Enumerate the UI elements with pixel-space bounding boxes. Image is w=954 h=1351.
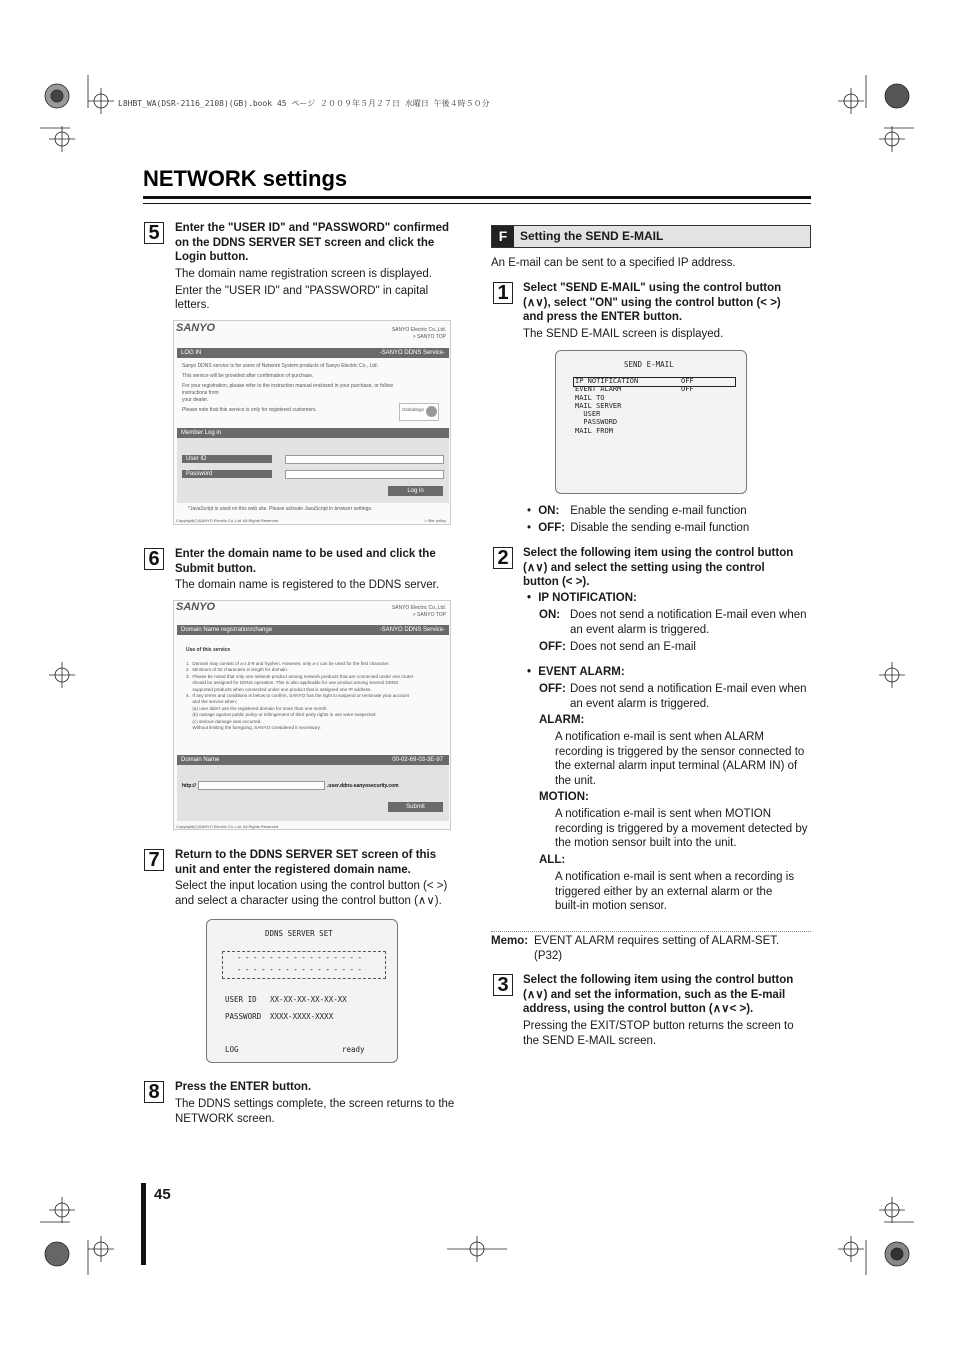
all-text: [555, 870, 815, 914]
note-line: your dealer.: [182, 397, 209, 403]
osd-row-mail-server[interactable]: MAIL SERVER: [575, 401, 622, 410]
memo-text: [534, 934, 779, 963]
step-6-heading-line: Submit button.: [175, 562, 257, 575]
password-value: XXXX-XXXX-XXXX: [270, 1012, 334, 1021]
step-1-heading: [523, 281, 813, 325]
ddns-login-screenshot: [173, 320, 451, 525]
step-8-body-line: The DDNS settings complete, the screen returns to the: [175, 1098, 455, 1110]
osd-row-mail-from[interactable]: MAIL FROM: [575, 426, 613, 435]
sanyo-top-link[interactable]: > SANYO TOP: [412, 612, 446, 618]
step-8-body-line: NETWORK screen.: [175, 1112, 275, 1125]
send-email-osd: [555, 350, 747, 494]
alarm-line: the unit.: [555, 774, 596, 787]
step-8-heading: Press the ENTER button.: [175, 1081, 312, 1093]
ip-on-line: an event alarm is triggered.: [570, 623, 710, 636]
bullet-off: • OFF: Disable the sending e-mail function: [527, 522, 750, 534]
password-label: Password: [182, 470, 272, 478]
osd-title: SEND E-MAIL: [624, 360, 674, 369]
bullet-text: Enable the sending e-mail function: [570, 505, 747, 517]
step-7-heading-line: unit and enter the registered domain name.: [175, 863, 411, 876]
member-login-bar: Member Log in: [177, 428, 449, 438]
step-5-heading-line: Login button.: [175, 251, 249, 263]
step-3-body-line: Pressing the EXIT/STOP button returns the screen to: [523, 1020, 794, 1032]
rule-line: (b) outrage against public policy or infringement of third party rights in use were suspected.: [186, 712, 377, 718]
step-7-heading: [175, 848, 465, 877]
osd-row-mail-to[interactable]: MAIL TO: [575, 393, 605, 402]
ip-on-text: [570, 608, 815, 637]
step-7-body-line: and select a character using the control button (∧∨).: [175, 894, 442, 907]
step-3-heading-line: address, using the control button (∧∨< >).: [523, 1003, 754, 1015]
step-5-body-line: letters.: [175, 299, 210, 311]
domain-name-label: Domain Name: [181, 757, 220, 763]
user-id-value: XX-XX-XX-XX-XX-XX: [270, 995, 347, 1004]
step-1-heading-line: Select "SEND E-MAIL" using the control button: [523, 282, 782, 294]
user-id-label: USER ID: [225, 995, 257, 1004]
log-value: ready: [342, 1045, 365, 1054]
section-intro: An E-mail can be sent to a specified IP address.: [491, 257, 736, 269]
rule-line: Without limiting the foregoing, SANYO considered it necessary.: [186, 725, 321, 731]
ip-on-key: ON:: [539, 609, 561, 621]
domain-suffix: .user.ddns-sanyosecurity.com: [327, 783, 399, 789]
osd-menu-values: [681, 377, 694, 394]
step-1-body: The SEND E-MAIL screen is displayed.: [523, 328, 724, 340]
step-3-heading: [523, 973, 813, 1017]
ev-off-text: [570, 682, 815, 711]
login-title-bar: [177, 348, 449, 358]
copyright: Copyright(C)SANYO Electric Co.,Ltd. All Rights Reserved.: [176, 824, 280, 829]
event-alarm-title: EVENT ALARM:: [538, 666, 625, 678]
alarm-line: recording is triggered by the sensor connected to: [555, 745, 805, 758]
user-id-label: User ID: [182, 455, 272, 463]
step-1-heading-line: and press the ENTER button.: [523, 311, 683, 323]
step-2-heading-line: Select the following item using the control button: [523, 547, 794, 559]
motion-line: the motion sensor built into the unit.: [555, 837, 737, 849]
ip-off-text: Does not send an E-mail: [570, 641, 696, 653]
step-6-number: 6: [144, 548, 164, 570]
login-button[interactable]: Log in: [388, 486, 443, 496]
step-3-number: 3: [493, 974, 513, 996]
step-5-number: 5: [144, 222, 164, 244]
rule-line: 2. Minimum of 32 characters in length for domain.: [186, 667, 289, 673]
copyright: Copyright(C)SANYO Electric Co.,Ltd. All Rights Reserved.: [176, 518, 280, 523]
step-1-heading-line: (∧∨), select "ON" using the control button (< >): [523, 296, 781, 309]
rule-line: 4. If any terms and conditions is below to confirm, SANYO has the right to suspend or terminate your account: [186, 693, 409, 699]
memo-line: (P32): [534, 949, 563, 962]
osd-row-user[interactable]: USER: [575, 410, 601, 419]
domain-form: [177, 765, 449, 821]
page-number: 45: [154, 1186, 171, 1203]
site-policy-link[interactable]: > Site policy: [424, 518, 446, 523]
ev-off-key: OFF:: [539, 683, 566, 695]
file-header-line: L8HBT_WA(DSR-2116_2108)(GB).book 45 ページ ２００９年５月２７日 水曜日 午後４時５０分: [118, 99, 490, 108]
all-line: triggered either by an external alarm or the: [555, 885, 773, 898]
ip-off-key: OFF:: [539, 641, 566, 653]
user-id-input[interactable]: [285, 455, 444, 464]
login-notes: [182, 363, 397, 414]
domain-entry-line-2: - - - - - - - - - - - - - - - -: [237, 965, 362, 974]
all-key: ALL:: [539, 854, 566, 866]
company-name: SANYO Electric Co.,Ltd.: [391, 327, 446, 333]
alarm-text: [555, 730, 815, 788]
motion-text: [555, 807, 815, 851]
step-5-body-line: The domain name registration screen is displayed.: [175, 268, 432, 280]
password-label: PASSWORD: [225, 1012, 262, 1021]
step-2-heading-line: (∧∨) and select the setting using the control: [523, 561, 765, 574]
bullet-text: Disable the sending e-mail function: [570, 522, 750, 534]
motion-line: A notification e-mail is sent when MOTION: [555, 808, 772, 820]
section-header: [491, 225, 811, 248]
sanyo-logo: SANYO: [176, 601, 216, 613]
ip-on-line: Does not send a notification E-mail even when: [570, 609, 807, 621]
ip-notification-bullet: • IP NOTIFICATION:: [527, 592, 637, 604]
password-input[interactable]: [285, 470, 444, 479]
domain-title-bar: [177, 625, 449, 635]
submit-button[interactable]: Submit: [388, 802, 443, 812]
ev-off-line: Does not send a notification E-mail even when: [570, 683, 807, 695]
sanyo-logo: SANYO: [176, 322, 216, 334]
globalsign-badge: [399, 403, 439, 421]
rule-line: and the service when;: [186, 699, 238, 705]
rule-line: 3. Please be noted that only one network product among network products that are connected under one router: [186, 673, 414, 679]
note-line: Please note that this service is only for registered customers.: [182, 407, 317, 413]
alarm-line: the external alarm input terminal (ALARM IN) of: [555, 760, 798, 772]
step-7-heading-line: Return to the DDNS SERVER SET screen of this: [175, 849, 437, 861]
step-5-heading-line: Enter the "USER ID" and "PASSWORD" confirmed: [175, 222, 449, 234]
domain-name-bar: [177, 755, 449, 765]
ddns-server-set-osd: [206, 919, 398, 1063]
note-line: This service will be provided after confirmation of purchase.: [182, 373, 314, 379]
note-line: For your registration, please refer to the instruction manual enclosed in your purchase, or follow instructions from: [182, 383, 393, 396]
http-prefix: http://: [182, 783, 196, 789]
title-rule-thin: [143, 203, 811, 204]
step-3-heading-line: Select the following item using the control button: [523, 974, 794, 986]
event-alarm-bullet: • EVENT ALARM:: [527, 666, 625, 678]
note-line: Sanyo DDNS service is for users of Network System products of Sanyo Electric Co., Ltd.: [182, 363, 378, 369]
motion-line: recording is triggered by a movement detected by: [555, 822, 808, 835]
use-of-service-title: Use of this service: [186, 647, 231, 653]
step-7-number: 7: [144, 849, 164, 871]
mac-address: 00-02-69-03-3E-97: [392, 757, 443, 763]
step-7-body: [175, 879, 465, 908]
service-label: -SANYO DDNS Service-: [379, 627, 445, 633]
step-2-number: 2: [493, 547, 513, 569]
step-2-heading-line: button (< >).: [523, 576, 590, 588]
ev-off-line: an event alarm is triggered.: [570, 697, 710, 710]
rule-line: should be assigned for DDNS operation. This is also applicable for use product among several DDNS: [186, 680, 399, 686]
login-bar-label: LOG IN: [181, 350, 202, 356]
osd-row-event-alarm[interactable]: EVENT ALARM: [575, 385, 622, 394]
step-5-body: [175, 267, 465, 313]
company-name: SANYO Electric Co.,Ltd.: [391, 605, 446, 611]
sanyo-top-link[interactable]: > SANYO TOP: [412, 334, 446, 340]
step-2-heading: [523, 546, 813, 590]
service-rules: [186, 661, 446, 731]
log-label: LOG: [225, 1045, 239, 1054]
step-5-heading: [175, 221, 465, 265]
memo-line: EVENT ALARM requires setting of ALARM-SET.: [534, 935, 780, 947]
step-3-body-line: the SEND E-MAIL screen.: [523, 1034, 657, 1047]
osd-row-password[interactable]: PASSWORD: [575, 418, 618, 427]
bullet-on: • ON: Enable the sending e-mail function: [527, 505, 747, 517]
service-label: -SANYO DDNS Service-: [379, 350, 445, 356]
step-5-heading-line: on the DDNS SERVER SET screen and click the: [175, 236, 435, 249]
osd-menu-labels: [575, 377, 638, 435]
rule-line: 1. Domain may consist of a-z,0-9 and hyphen. However, only a-z can be used for the first character.: [186, 661, 390, 666]
osd-title: DDNS SERVER SET: [265, 929, 333, 938]
domain-input[interactable]: [198, 781, 325, 790]
page-edge-bar: [141, 1183, 146, 1265]
section-letter: F: [492, 226, 514, 247]
step-6-heading-line: Enter the domain name to be used and click the: [175, 548, 436, 560]
step-8-number: 8: [144, 1081, 164, 1103]
rule-line: supported products when connected under one product that is assigned one IP address.: [186, 686, 372, 692]
memo-separator: [491, 931, 811, 932]
osd-value-ip-notification: OFF: [681, 377, 694, 385]
badge-label: GlobalSign: [402, 407, 425, 412]
step-1-number: 1: [493, 282, 513, 304]
title-rule-thick: [143, 196, 811, 199]
osd-row-ip-notification[interactable]: IP NOTIFICATION: [575, 377, 639, 385]
step-3-body: [523, 1019, 813, 1048]
motion-key: MOTION:: [539, 791, 589, 803]
domain-entry-line-1: - - - - - - - - - - - - - - - -: [237, 953, 362, 962]
step-3-heading-line: (∧∨) and set the information, such as the E-mail: [523, 988, 786, 1001]
alarm-line: A notification e-mail is sent when ALARM: [555, 731, 765, 743]
ip-notification-title: IP NOTIFICATION:: [538, 592, 637, 604]
step-7-body-line: Select the input location using the control button (< >): [175, 880, 448, 892]
badge-seal-icon: [426, 406, 437, 417]
bullet-key: ON:: [538, 505, 560, 517]
domain-registration-screenshot: [173, 600, 451, 830]
javascript-note: *JavaScript is used on this web site. Please activate JavaScript in browser settings.: [188, 506, 373, 512]
alarm-key: ALARM:: [539, 714, 585, 726]
page-title: NETWORK settings: [143, 166, 348, 191]
step-6-body: The domain name is registered to the DDNS server.: [175, 579, 439, 591]
domain-bar-label: Domain Name registration/change: [181, 627, 273, 633]
memo-key: Memo:: [491, 935, 529, 947]
step-8-body: [175, 1097, 465, 1126]
login-form: [177, 438, 449, 503]
rule-line: (a) user didn't use the registered domain for more than one month.: [186, 705, 328, 711]
section-title: Setting the SEND E-MAIL: [520, 229, 664, 243]
all-line: built-in motion sensor.: [555, 900, 667, 912]
bullet-key: OFF:: [538, 522, 566, 534]
rule-line: (c) serious damage was occurred.: [186, 718, 262, 724]
osd-value-event-alarm: OFF: [681, 385, 694, 394]
step-5-body-line: Enter the "USER ID" and "PASSWORD" in capital: [175, 284, 429, 297]
step-6-heading: [175, 547, 465, 576]
all-line: A notification e-mail is sent when a recording is: [555, 871, 795, 883]
